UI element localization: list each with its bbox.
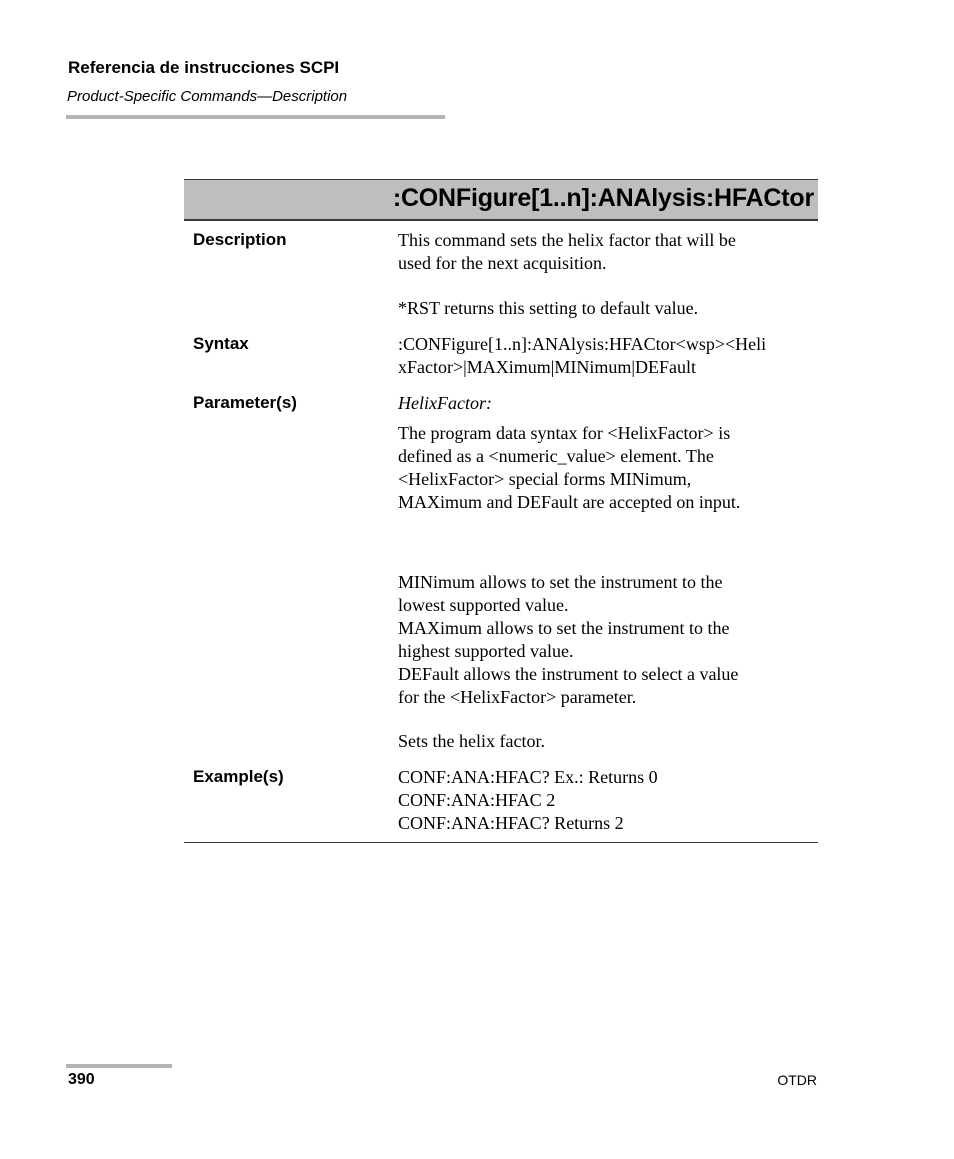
parameter-note: Sets the helix factor. [398, 731, 545, 751]
parameter-desc-line: MAXimum and DEFault are accepted on input. [398, 492, 741, 512]
page-number: 390 [68, 1071, 95, 1088]
table-end-rule [184, 842, 818, 843]
footer-rule [66, 1064, 172, 1068]
header-rule [66, 115, 445, 119]
special-forms-text [398, 571, 814, 709]
special-form-line: highest supported value. [398, 641, 574, 661]
section-subtitle: Product-Specific Commands—Description [67, 88, 348, 105]
description-label: Description [193, 230, 287, 249]
example-line: CONF:ANA:HFAC? Ex.: Returns 0 [398, 767, 658, 787]
special-form-line: MAXimum allows to set the instrument to the [398, 618, 730, 638]
syntax-label: Syntax [193, 334, 249, 353]
chapter-title: Referencia de instrucciones SCPI [68, 58, 340, 77]
parameter-description [398, 422, 814, 514]
special-form-line: MINimum allows to set the instrument to the [398, 572, 723, 592]
syntax-text [398, 333, 814, 379]
examples-label: Example(s) [193, 767, 284, 786]
description-line: used for the next acquisition. [398, 253, 607, 273]
parameter-desc-line: The program data syntax for <HelixFactor> is [398, 423, 731, 443]
special-form-line: lowest supported value. [398, 595, 569, 615]
special-form-line: DEFault allows the instrument to select a value [398, 664, 739, 684]
example-line: CONF:ANA:HFAC 2 [398, 790, 556, 810]
example-line: CONF:ANA:HFAC? Returns 2 [398, 813, 624, 833]
examples-text [398, 766, 814, 835]
parameter-desc-line: defined as a <numeric_value> element. The [398, 446, 714, 466]
syntax-line: xFactor>|MAXimum|MINimum|DEFault [398, 357, 696, 377]
special-form-line: for the <HelixFactor> parameter. [398, 687, 637, 707]
command-name: :CONFigure[1..n]:ANAlysis:HFACtor [392, 184, 814, 212]
syntax-line: :CONFigure[1..n]:ANAlysis:HFACtor<wsp><Heli [398, 334, 767, 354]
product-name: OTDR [777, 1072, 817, 1088]
command-title-bar [184, 179, 818, 221]
parameters-label: Parameter(s) [193, 393, 297, 412]
parameter-name: HelixFactor: [398, 393, 492, 413]
description-line: This command sets the helix factor that will be [398, 230, 736, 250]
parameter-desc-line: <HelixFactor> special forms MINimum, [398, 469, 692, 489]
description-text [398, 229, 814, 320]
rst-note: *RST returns this setting to default value. [398, 298, 699, 318]
